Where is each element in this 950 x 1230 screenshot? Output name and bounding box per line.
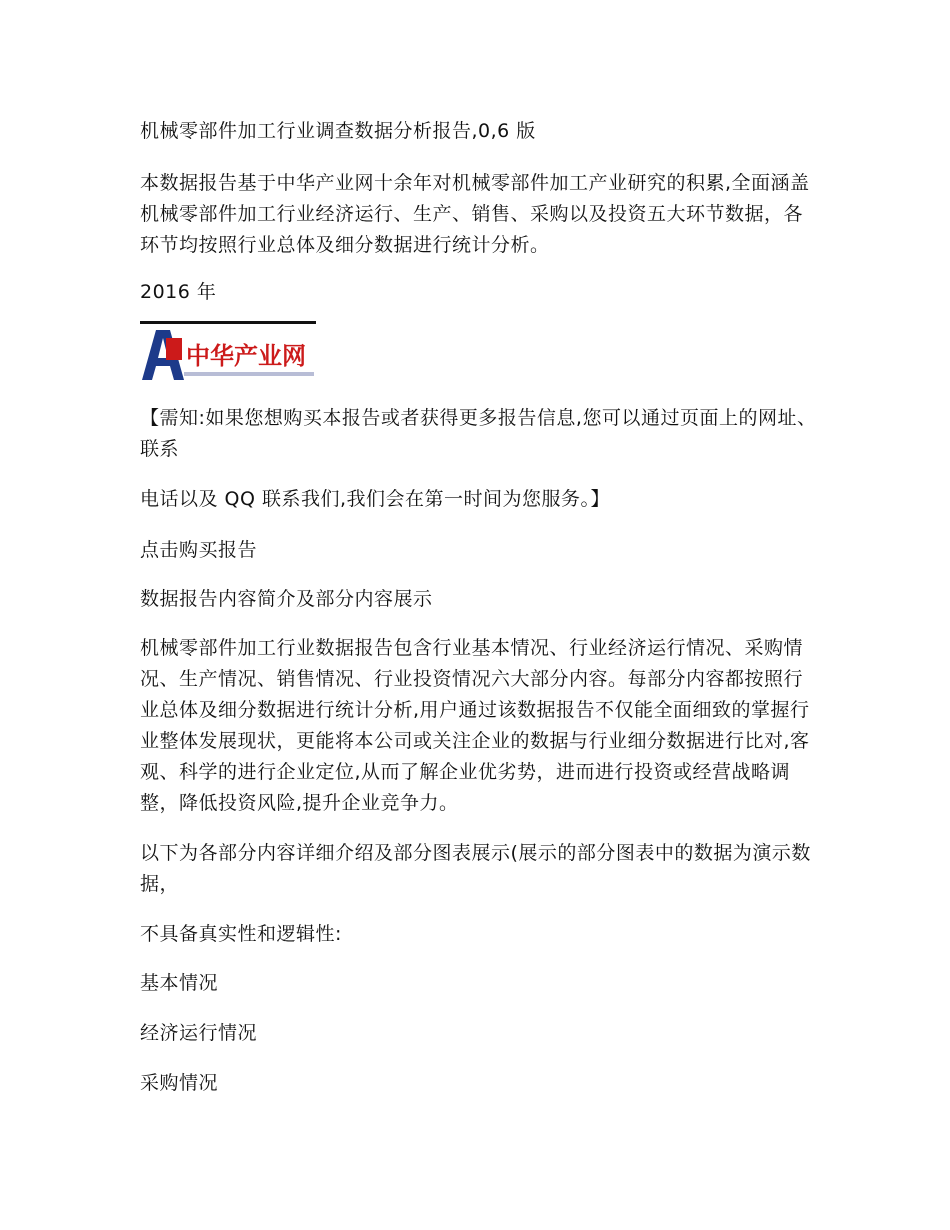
section-heading: 数据报告内容简介及部分内容展示 bbox=[140, 588, 433, 610]
disclaimer-line: 不具备真实性和逻辑性: bbox=[140, 923, 342, 945]
intro-paragraph: 本数据报告基于中华产业网十余年对机械零部件加工产业研究的积累,全面涵盖机械零部件加工行业经济运行、生产、销售、采购以及投资五大环节数据，各环节均按照行业总体及细分数据进行统计分析。 bbox=[140, 172, 810, 256]
section-item-economy: 经济运行情况 bbox=[140, 1022, 258, 1044]
notice-line-2: 电话以及 QQ 联系我们,我们会在第一时间为您服务。】 bbox=[140, 488, 611, 510]
charts-intro-paragraph: 以下为各部分内容详细介绍及部分图表展示(展示的部分图表中的数据为演示数据， bbox=[140, 842, 811, 895]
report-title: 机械零部件加工行业调查数据分析报告,0,6 版 bbox=[140, 120, 536, 142]
logo-text: 中华产业网 bbox=[186, 342, 306, 370]
section-item-purchasing: 采购情况 bbox=[140, 1072, 219, 1094]
notice-line-1: 【需知:如果您想购买本报告或者获得更多报告信息,您可以通过页面上的网址、联系 bbox=[140, 407, 817, 460]
report-year: 2016 年 bbox=[140, 281, 217, 303]
company-logo bbox=[140, 321, 316, 381]
summary-paragraph: 机械零部件加工行业数据报告包含行业基本情况、行业经济运行情况、采购情况、生产情况、销售情况、行业投资情况六大部分内容。每部分内容都按照行业总体及细分数据进行统计分析,用户通过该数据报告不仅能全面细致的掌握行业整体发展现状，更能将本公司或关注企业的数据与行业细分数据进行比对,客观、科学的进行企业定位,从而了解企业优劣势，进而进行投资或经营战略调整，降低投资风险,提升企业竞争力。 bbox=[140, 637, 810, 814]
buy-report-link[interactable]: 点击购买报告 bbox=[140, 539, 258, 561]
section-item-basic: 基本情况 bbox=[140, 972, 219, 994]
